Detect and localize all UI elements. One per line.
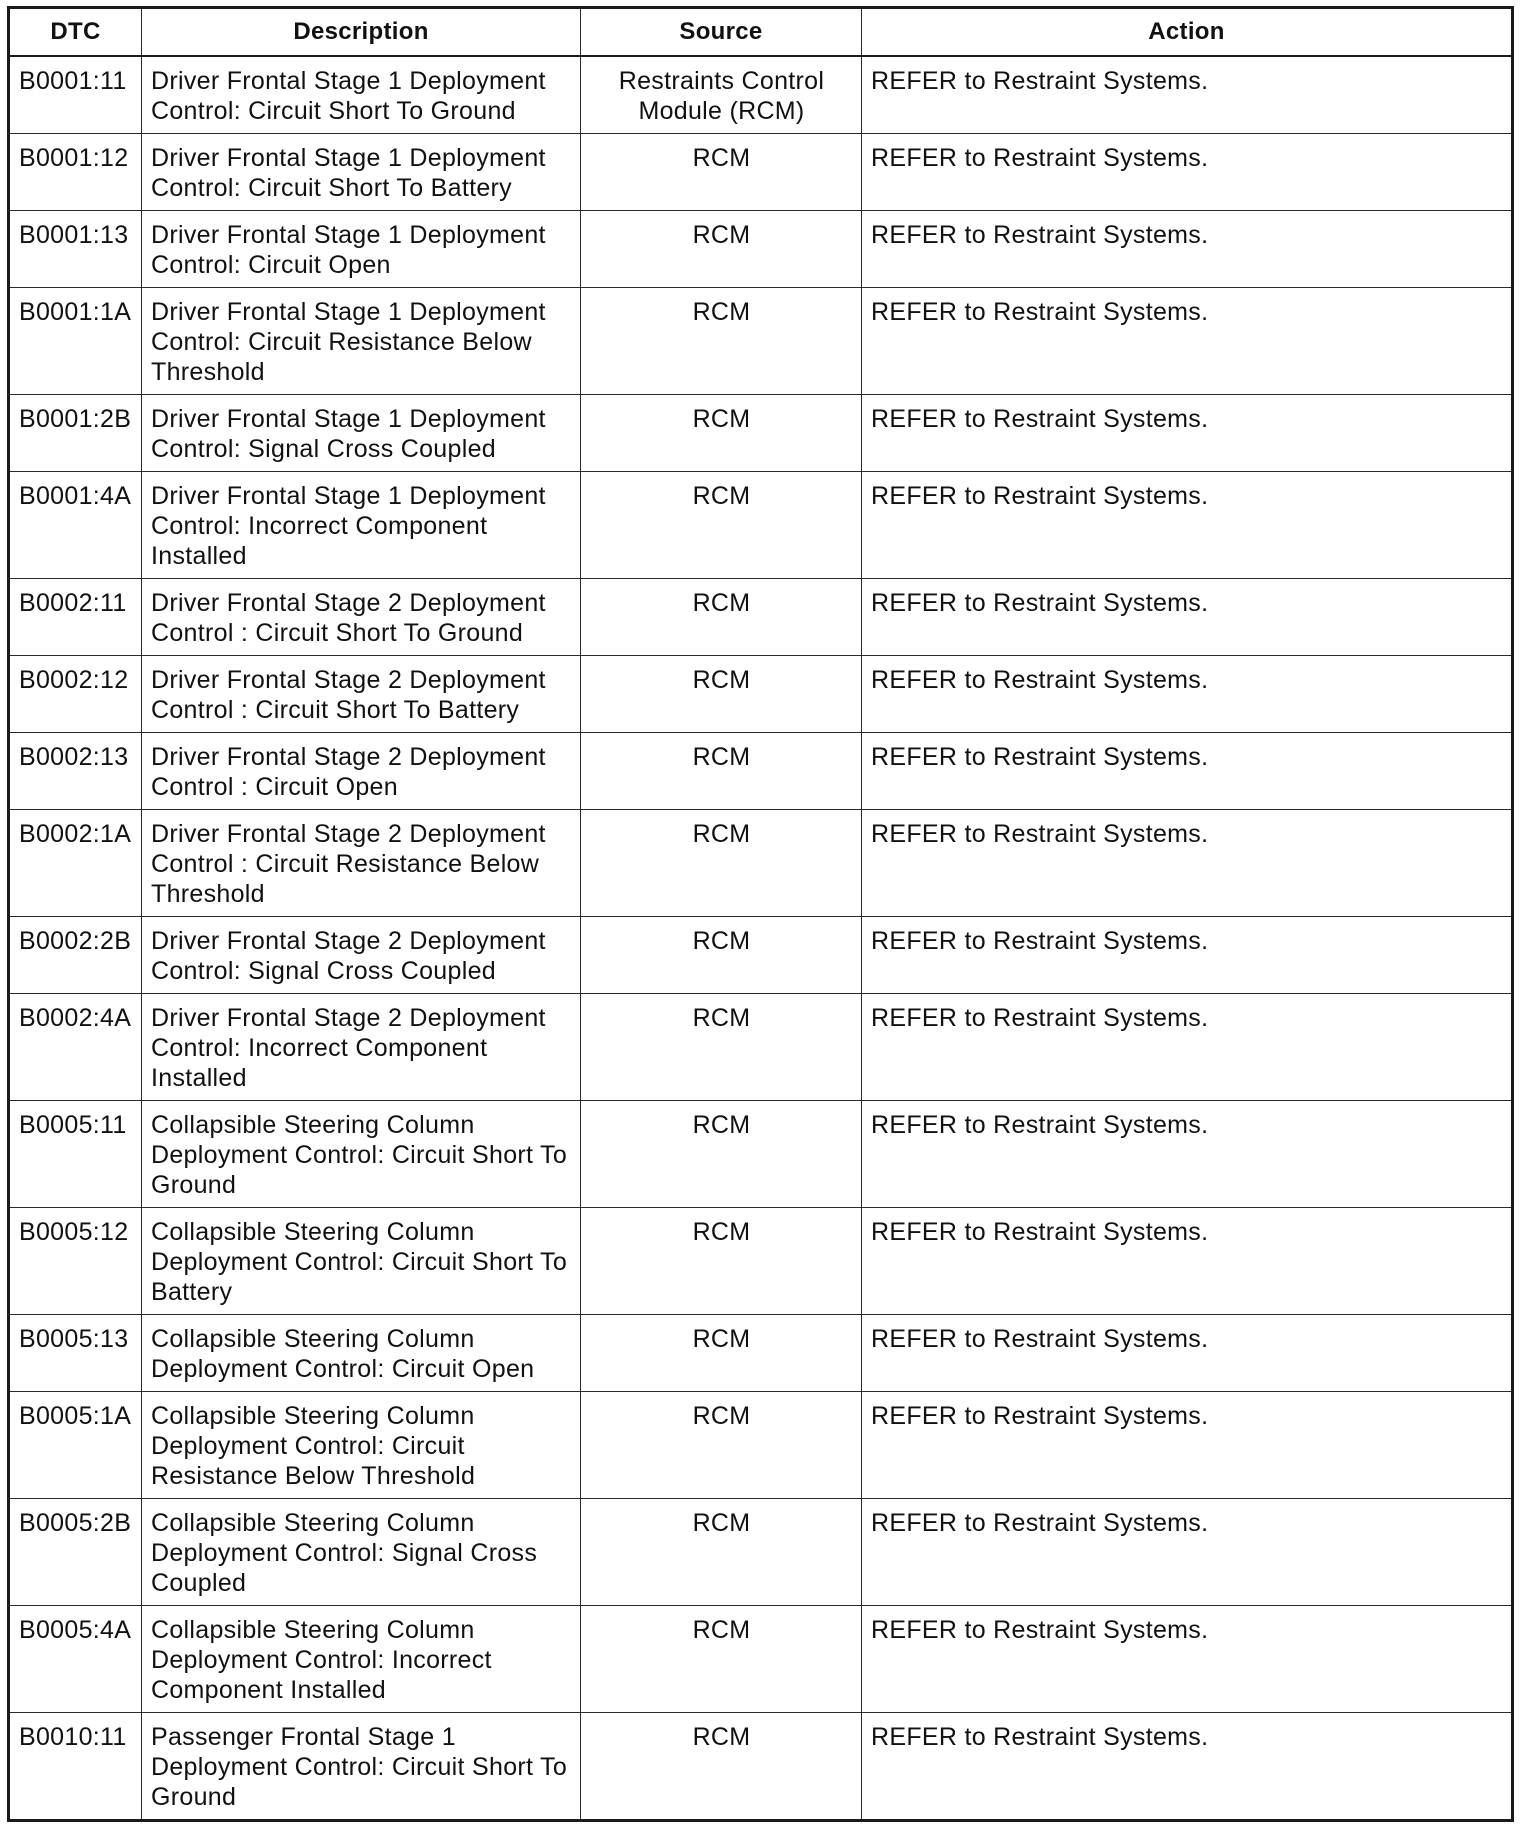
table-row	[9, 1606, 1513, 1713]
header-dtc: DTC	[9, 8, 142, 57]
action-cell: REFER to Restraint Systems.	[862, 1315, 1513, 1392]
action-cell: REFER to Restraint Systems.	[862, 211, 1513, 288]
description-cell: Driver Frontal Stage 1 Deployment Control: Circuit Short To Ground	[142, 56, 581, 134]
source-cell: RCM	[581, 994, 862, 1101]
action-cell: REFER to Restraint Systems.	[862, 579, 1513, 656]
source-cell: RCM	[581, 1606, 862, 1713]
dtc-cell: B0001:2B	[9, 395, 142, 472]
dtc-cell: B0002:12	[9, 656, 142, 733]
action-cell: REFER to Restraint Systems.	[862, 134, 1513, 211]
source-cell: RCM	[581, 1101, 862, 1208]
dtc-cell: B0002:2B	[9, 917, 142, 994]
source-cell: RCM	[581, 1713, 862, 1821]
table-row	[9, 579, 1513, 656]
source-cell: RCM	[581, 288, 862, 395]
action-cell: REFER to Restraint Systems.	[862, 56, 1513, 134]
source-cell: RCM	[581, 472, 862, 579]
description-cell: Collapsible Steering Column Deployment Control: Circuit Resistance Below Threshold	[142, 1392, 581, 1499]
dtc-cell: B0005:4A	[9, 1606, 142, 1713]
description-cell: Passenger Frontal Stage 1 Deployment Control: Circuit Short To Ground	[142, 1713, 581, 1821]
table-row	[9, 1315, 1513, 1392]
description-cell: Driver Frontal Stage 2 Deployment Control : Circuit Short To Battery	[142, 656, 581, 733]
source-cell: RCM	[581, 917, 862, 994]
table-row	[9, 211, 1513, 288]
dtc-cell: B0002:11	[9, 579, 142, 656]
action-cell: REFER to Restraint Systems.	[862, 1606, 1513, 1713]
dtc-cell: B0001:1A	[9, 288, 142, 395]
description-cell: Driver Frontal Stage 2 Deployment Control : Circuit Short To Ground	[142, 579, 581, 656]
action-cell: REFER to Restraint Systems.	[862, 1713, 1513, 1821]
action-cell: REFER to Restraint Systems.	[862, 1208, 1513, 1315]
action-cell: REFER to Restraint Systems.	[862, 810, 1513, 917]
source-cell: Restraints Control Module (RCM)	[581, 56, 862, 134]
description-cell: Driver Frontal Stage 2 Deployment Control : Circuit Resistance Below Threshold	[142, 810, 581, 917]
table-row	[9, 134, 1513, 211]
dtc-cell: B0002:1A	[9, 810, 142, 917]
table-row	[9, 288, 1513, 395]
description-cell: Driver Frontal Stage 1 Deployment Control: Circuit Resistance Below Threshold	[142, 288, 581, 395]
source-cell: RCM	[581, 733, 862, 810]
description-cell: Collapsible Steering Column Deployment Control: Circuit Open	[142, 1315, 581, 1392]
description-cell: Driver Frontal Stage 1 Deployment Control: Incorrect Component Installed	[142, 472, 581, 579]
action-cell: REFER to Restraint Systems.	[862, 1392, 1513, 1499]
table-row	[9, 917, 1513, 994]
description-cell: Collapsible Steering Column Deployment Control: Circuit Short To Ground	[142, 1101, 581, 1208]
description-cell: Collapsible Steering Column Deployment Control: Circuit Short To Battery	[142, 1208, 581, 1315]
header-description: Description	[142, 8, 581, 57]
header-source: Source	[581, 8, 862, 57]
dtc-cell: B0005:11	[9, 1101, 142, 1208]
table-row	[9, 56, 1513, 134]
table-row	[9, 1392, 1513, 1499]
dtc-cell: B0001:12	[9, 134, 142, 211]
description-cell: Collapsible Steering Column Deployment Control: Incorrect Component Installed	[142, 1606, 581, 1713]
dtc-cell: B0005:1A	[9, 1392, 142, 1499]
description-cell: Driver Frontal Stage 2 Deployment Control : Circuit Open	[142, 733, 581, 810]
table-row	[9, 472, 1513, 579]
table-row	[9, 1101, 1513, 1208]
table-row	[9, 733, 1513, 810]
dtc-cell: B0001:4A	[9, 472, 142, 579]
action-cell: REFER to Restraint Systems.	[862, 1499, 1513, 1606]
action-cell: REFER to Restraint Systems.	[862, 994, 1513, 1101]
table-row	[9, 395, 1513, 472]
source-cell: RCM	[581, 1392, 862, 1499]
source-cell: RCM	[581, 211, 862, 288]
table-row	[9, 810, 1513, 917]
dtc-cell: B0001:13	[9, 211, 142, 288]
table-row	[9, 1208, 1513, 1315]
dtc-cell: B0005:12	[9, 1208, 142, 1315]
dtc-cell: B0010:11	[9, 1713, 142, 1821]
action-cell: REFER to Restraint Systems.	[862, 288, 1513, 395]
description-cell: Driver Frontal Stage 2 Deployment Control: Signal Cross Coupled	[142, 917, 581, 994]
dtc-cell: B0002:4A	[9, 994, 142, 1101]
dtc-cell: B0005:2B	[9, 1499, 142, 1606]
action-cell: REFER to Restraint Systems.	[862, 1101, 1513, 1208]
table-row	[9, 656, 1513, 733]
description-cell: Driver Frontal Stage 1 Deployment Control: Circuit Short To Battery	[142, 134, 581, 211]
description-cell: Driver Frontal Stage 1 Deployment Control: Circuit Open	[142, 211, 581, 288]
dtc-cell: B0005:13	[9, 1315, 142, 1392]
source-cell: RCM	[581, 1499, 862, 1606]
source-cell: RCM	[581, 134, 862, 211]
description-cell: Driver Frontal Stage 1 Deployment Control: Signal Cross Coupled	[142, 395, 581, 472]
action-cell: REFER to Restraint Systems.	[862, 472, 1513, 579]
source-cell: RCM	[581, 579, 862, 656]
source-cell: RCM	[581, 1315, 862, 1392]
action-cell: REFER to Restraint Systems.	[862, 656, 1513, 733]
source-cell: RCM	[581, 1208, 862, 1315]
description-cell: Collapsible Steering Column Deployment Control: Signal Cross Coupled	[142, 1499, 581, 1606]
action-cell: REFER to Restraint Systems.	[862, 917, 1513, 994]
source-cell: RCM	[581, 395, 862, 472]
source-cell: RCM	[581, 810, 862, 917]
action-cell: REFER to Restraint Systems.	[862, 395, 1513, 472]
dtc-table	[7, 6, 1514, 1822]
table-row	[9, 1499, 1513, 1606]
source-cell: RCM	[581, 656, 862, 733]
description-cell: Driver Frontal Stage 2 Deployment Control: Incorrect Component Installed	[142, 994, 581, 1101]
dtc-cell: B0001:11	[9, 56, 142, 134]
table-row	[9, 994, 1513, 1101]
table-header-row	[9, 8, 1513, 57]
dtc-cell: B0002:13	[9, 733, 142, 810]
action-cell: REFER to Restraint Systems.	[862, 733, 1513, 810]
header-action: Action	[862, 8, 1513, 57]
table-row	[9, 1713, 1513, 1821]
